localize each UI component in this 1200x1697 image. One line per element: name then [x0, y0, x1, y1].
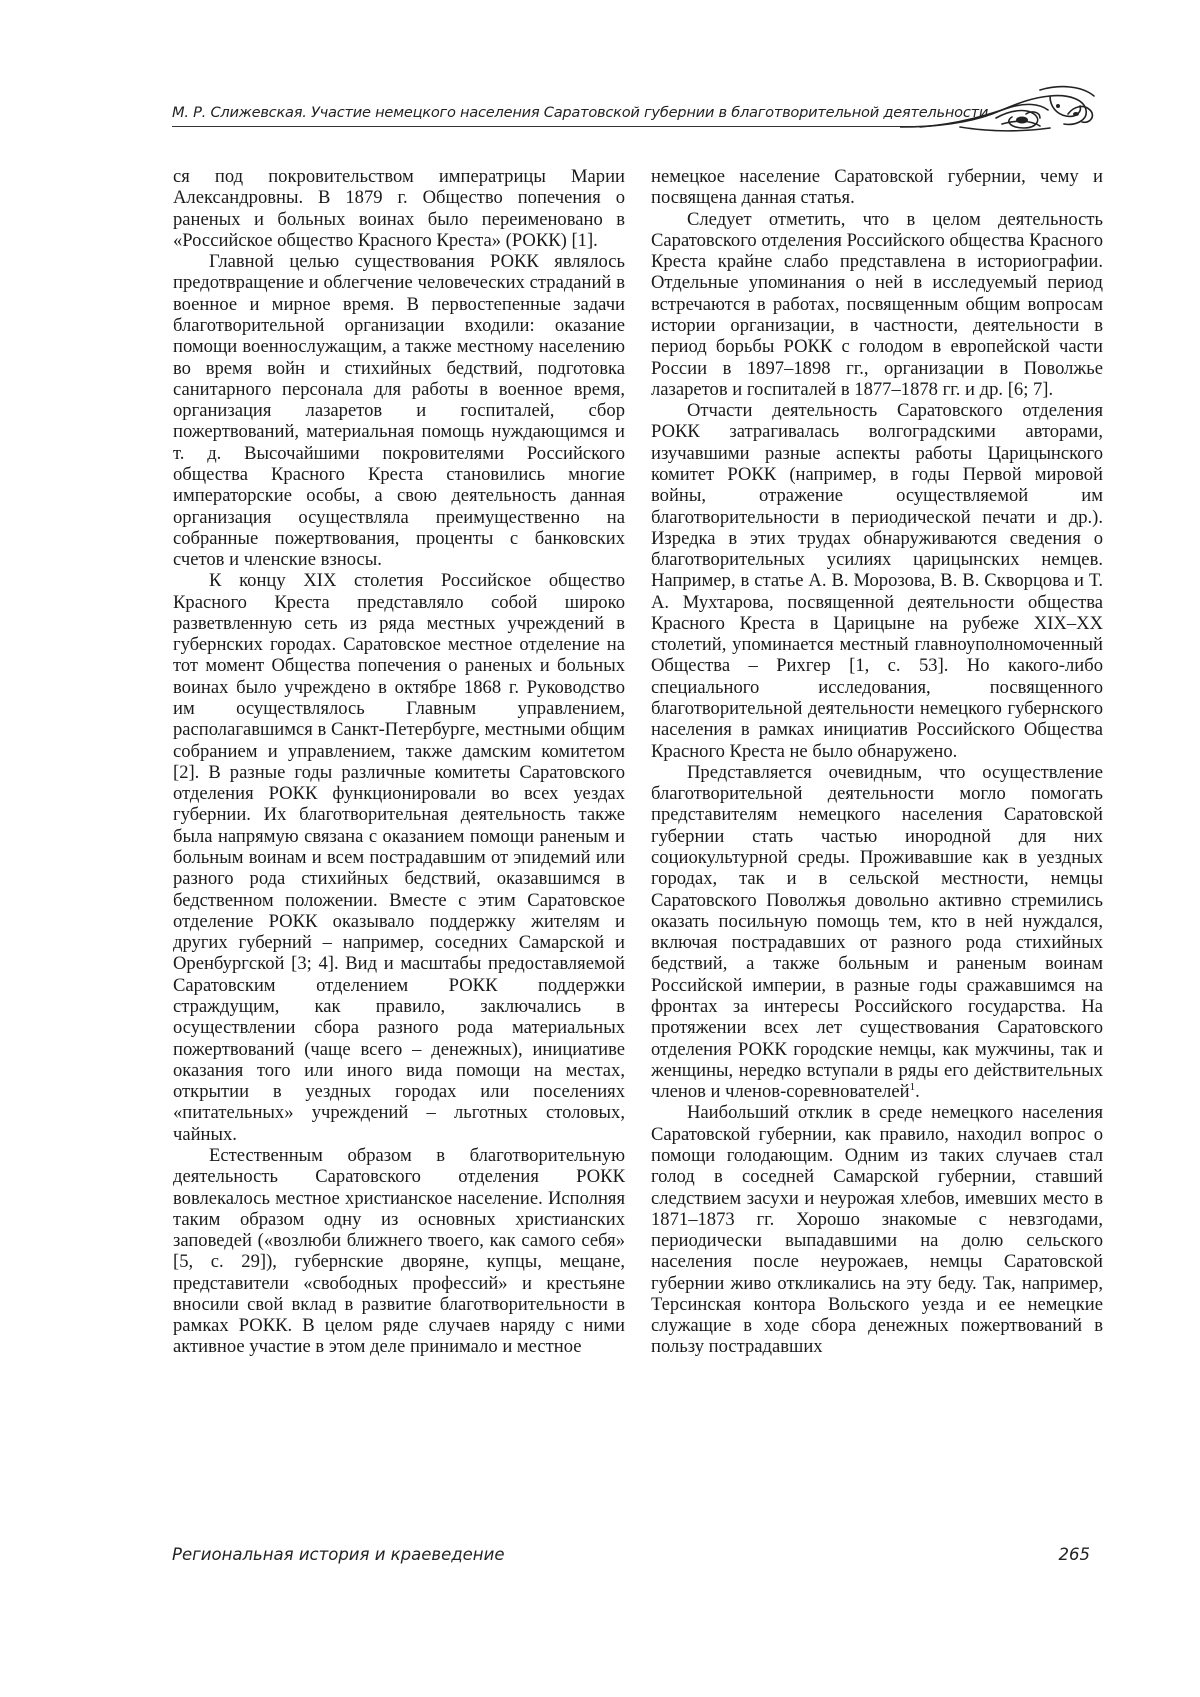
- footnote-mark: 1: [910, 1081, 916, 1093]
- header-rule: [172, 126, 916, 127]
- left-column: [173, 166, 625, 1358]
- paragraph: Наибольший отклик в среде немецкого населения Саратовской губернии, как правило, находил вопрос о помощи голодающим. Одним из таких случаев стал голод в соседней Самарской губернии, ставший следствием засухи и неурожая хлебов, имевших место в 1871–1873 гг. Хорошо знакомые с невзгодами, периодически выпадавшими на долю сельского населения после неурожаев, немцы Саратовской губернии живо откликались на эту беду. Так, например, Терсинская контора Вольского уезда и ее немецкие служащие в ходе сбора денежных пожертвований в пользу пострадавших: [651, 1102, 1103, 1357]
- running-title: М. Р. Слижевская. Участие немецкого населения Саратовской губернии в благотворительной деятельности: [172, 104, 988, 121]
- paragraph: Следует отметить, что в целом деятельность Саратовского отделения Российского общества Красного Креста крайне слабо представлена в историографии. Отдельные упоминания о ней в исследуемый период встречаются в работах, посвященным общим вопросам истории организации, в частности, деятельности в период борьбы РОКК с голодом в европейской части России в 1897–1898 гг., организации в Поволжье лазаретов и госпиталей в 1877–1878 гг. и др. [6; 7].: [651, 209, 1103, 401]
- art-nouveau-ornament-icon: [900, 84, 1100, 140]
- paragraph-end: .: [915, 1081, 920, 1102]
- running-header: [172, 98, 1090, 138]
- right-column: [651, 166, 1103, 1358]
- paragraph: К концу XIX столетия Российское общество Красного Креста представляло собой широко разветвленную сеть из ряда местных учреждений в губернских городах. Саратовское местное отделение на тот момент Общества попечения о раненых и больных воинах было учреждено в октябре 1868 г. Руководство им осуществлялось Главным управлением, располагавшимся в Санкт-Петербурге, местными общим собранием и управлением, также дамским комитетом [2]. В разные годы различные комитеты Саратовского отделения РОКК функционировали во всех уездах губернии. Их благотворительная деятельность также была напрямую связана с оказанием помощи раненым и больным воинам и всем пострадавшим от эпидемий или разного рода стихийных бедствий, оказавшимся в бедственном положении. Вместе с этим Саратовское отделение РОКК оказывало поддержку жителям и других губерний – например, соседних Самарской и Оренбургской [3; 4]. Вид и масштабы предоставляемой Саратовским отделением РОКК поддержки страждущим, как правило, заключались в осуществлении сбора разного рода материальных пожертвований (чаще всего – денежных), инициативе оказания того или иного вида помощи на местах, открытии в уездных городах или поселениях «питательных» учреждений – льготных столовых, чайных.: [173, 570, 625, 1145]
- paragraph-text: Представляется очевидным, что осуществление благотворительной деятельности могло помогать представителям немецкого населения Саратовской губернии стать частью инородной для них социокультурной среды. Проживавшие как в уездных городах, так и в сельской местности, немцы Саратовского Поволжья довольно активно стремились оказать посильную помощь тем, кто в ней нуждался, включая пострадавших от разного рода стихийных бедствий, а также больным и раненым воинам Российской империи, в разные годы сражавшимся на фронтах за интересы Российского государства. На протяжении всех лет существования Саратовского отделения РОКК городские немцы, как мужчины, так и женщины, нередко вступали в ряды его действительных членов и членов-соревнователей: [651, 762, 1103, 1102]
- page-number: 265: [1059, 1545, 1091, 1564]
- paragraph: [651, 762, 1103, 1103]
- paragraph: немецкое население Саратовской губернии, чему и посвящена данная статья.: [651, 166, 1103, 209]
- paragraph: Отчасти деятельность Саратовского отделения РОКК затрагивалась волгоградскими авторами, изучавшими разные аспекты работы Царицынского комитет РОКК (например, в годы Первой мировой войны, отражение осуществляемой им благотворительности в периодической печати и др.). Изредка в этих трудах обнаруживаются сведения о благотворительных усилиях царицынских немцев. Например, в статье А. В. Морозова, В. В. Скворцова и Т. А. Мухтарова, посвященной деятельности общества Красного Креста в Царицыне на рубеже XIX–XX столетий, упоминается местный главноуполномоченный Общества – Рихгер [1, с. 53]. Но какого-либо специального исследования, посвященного благотворительной деятельности немецкого губернского населения в рамках инициатив Российского Общества Красного Креста не было обнаружено.: [651, 400, 1103, 762]
- paragraph: ся под покровительством императрицы Марии Александровны. В 1879 г. Общество попечения о раненых и больных воинах было переименовано в «Российское общество Красного Креста» (РОКК) [1].: [173, 166, 625, 251]
- paragraph: Естественным образом в благотворительную деятельность Саратовского отделения РОКК вовлекалось местное христианское население. Исполняя таким образом одну из основных христианских заповедей («возлюби ближнего твоего, как самого себя» [5, с. 29]), губернские дворяне, купцы, мещане, представители «свободных профессий» и крестьяне вносили свой вклад в развитие благотворительности в рамках РОКК. В целом ряде случаев наряду с ними активное участие в этом деле принимало и местное: [173, 1145, 625, 1358]
- journal-title: Региональная история и краеведение: [172, 1545, 504, 1564]
- paragraph: Главной целью существования РОКК являлось предотвращение и облегчение человеческих страданий в военное и мирное время. В первостепенные задачи благотворительной организации входили: оказание помощи военнослужащим, а также местному населению во время войн и стихийных бедствий, подготовка санитарного персонала для работы в военное время, организация лазаретов и госпиталей, сбор пожертвований, материальная помощь нуждающимся и т. д. Высочайшими покровителями Российского общества Красного Креста становились многие императорские особы, а свою деятельность данная организация осуществляла преимущественно на собранные пожертвования, проценты с банковских счетов и членские взносы.: [173, 251, 625, 570]
